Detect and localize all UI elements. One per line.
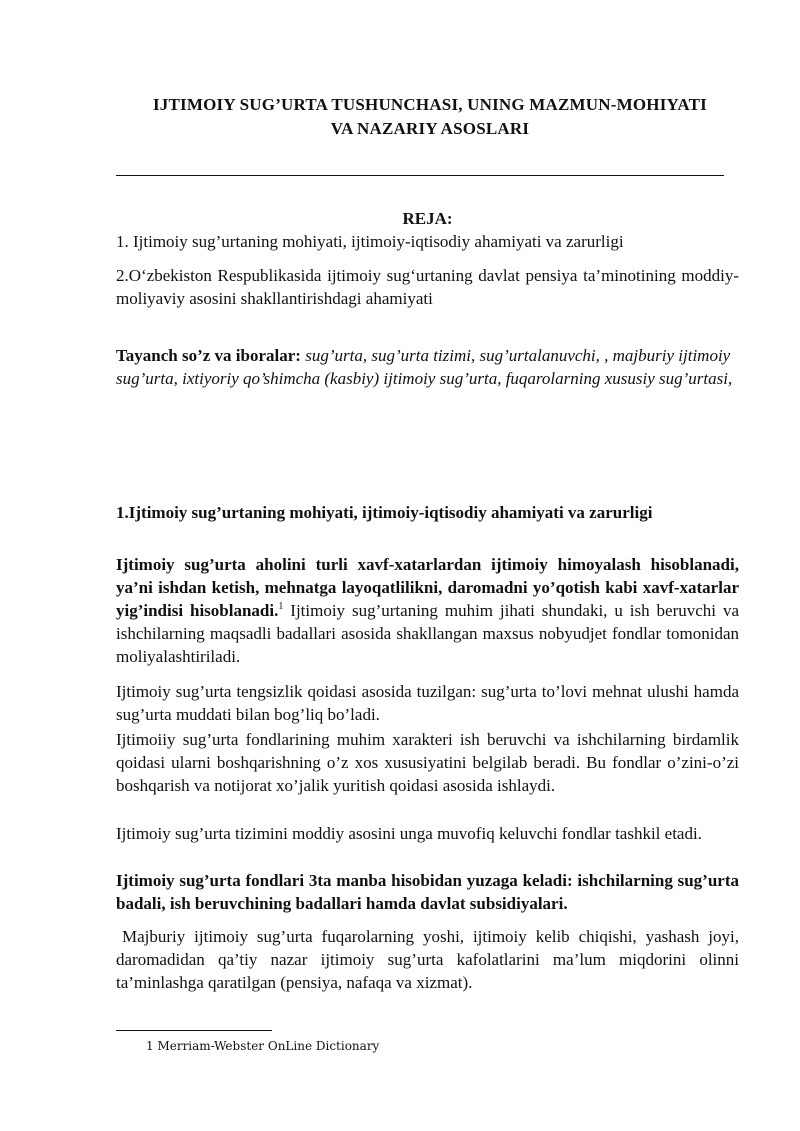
keywords-block bbox=[116, 344, 739, 390]
plan-heading: REJA: bbox=[402, 209, 453, 228]
paragraph-4: Ijtimoiy sug’urta tizimini moddiy asosini unga muvofiq keluvchi fondlar tashkil etadi. bbox=[116, 824, 702, 843]
paragraph-1-rest: Ijtimoiy sug’urtaning muhim jihati shundaki, u ish beruvchi va ishchilarning maqsadli badallari asosida shakllangan maxsus nobyudjet fondlar tomonidan moliyalashtiriladi. bbox=[116, 601, 739, 666]
title-line-2: VA NAZARIY ASOSLARI bbox=[330, 119, 530, 138]
plan-item-2: 2.O‘zbekiston Respublikasida ijtimoiy sug‘urtaning davlat pensiya ta’minotining moddiy-moliyaviy asosini shakllantirishdagi ahamiyati bbox=[116, 266, 739, 308]
title-line-1: IJTIMOIY SUG’URTA TUSHUNCHASI, UNING MAZMUN-MOHIYATI bbox=[152, 95, 707, 114]
keywords-line-1: sug’urta, sug’urta tizimi, sug’urtalanuvchi, , majburiy ijtimoiy bbox=[305, 346, 731, 365]
keywords-line-2: sug’urta, ixtiyoriy qo’shimcha (kasbiy) ijtimoiy sug’urta, fuqarolarning xususiy sug’urtasi, bbox=[116, 369, 733, 388]
paragraph-2: Ijtimoiy sug’urta tengsizlik qoidasi asosida tuzilgan: sug’urta to’lovi mehnat ulushi hamda sug’urta muddati bilan bog’liq bo’ladi. bbox=[116, 682, 739, 724]
keywords-label: Tayanch so’z va iboralar: bbox=[116, 346, 301, 365]
section-1-heading: 1.Ijtimoiy sug’urtaning mohiyati, ijtimoiy-iqtisodiy ahamiyati va zarurligi bbox=[116, 503, 653, 522]
paragraph-6: Majburiy ijtimoiy sug’urta fuqarolarning yoshi, ijtimoiy kelib chiqishi, yashash joyi, daromadidan qa’tiy nazar ijtimoiy sug’urta kafolatlarini ma’lum miqdorini olinni ta’minlashga qaratilgan (pensiya, nafaqa va xizmat). bbox=[116, 927, 739, 992]
paragraph-1-bold: Ijtimoiy sug’urta aholini turli xavf-xatarlardan ijtimoiy himoyalash hisoblanadi, ya’ni ishdan ketish, mehnatga layoqatlilikni, daromadni yo’qotish kabi xavf-xatarlar yig’indisi hisoblanadi. bbox=[116, 555, 739, 620]
plan-item-1: 1. Ijtimoiy sug’urtaning mohiyati, ijtimoiy-iqtisodiy ahamiyati va zarurligi bbox=[116, 232, 624, 251]
paragraph-5: Ijtimoiy sug’urta fondlari 3ta manba hisobidan yuzaga keladi: ishchilarning sug’urta badali, ish beruvchining badallari hamda davlat subsidiyalari. bbox=[116, 871, 739, 913]
footnote-text: 1 Merriam-Webster OnLine Dictionary bbox=[146, 1039, 380, 1053]
footnote-ref[interactable]: 1 bbox=[278, 601, 284, 612]
title-divider bbox=[116, 175, 724, 176]
paragraph-3: Ijtimoiiy sug’urta fondlarining muhim xarakteri ish beruvchi va ishchilarning birdamlik qoidasi ularni boshqarishning o’z xos xususiyatini belgilab beradi. Bu fondlar o’zini-o’zi boshqarish va notijorat xo’jalik yuritish qoidasi asosida ishlaydi. bbox=[116, 730, 739, 795]
document-title bbox=[110, 93, 750, 141]
paragraph-1 bbox=[116, 553, 739, 668]
footnote-divider bbox=[116, 1030, 272, 1031]
